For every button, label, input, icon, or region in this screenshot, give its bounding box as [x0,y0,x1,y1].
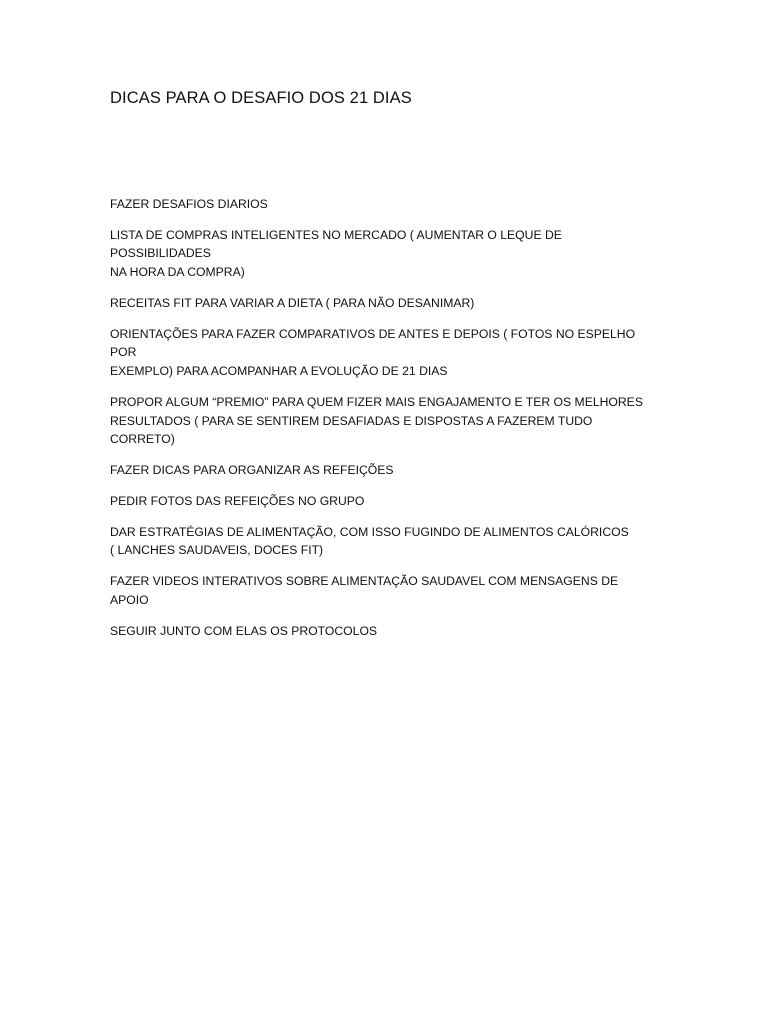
tip-item: FAZER DESAFIOS DIARIOS [110,197,268,211]
tip-item: LISTA DE COMPRAS INTELIGENTES NO MERCADO ( AUMENTAR O LEQUE DE POSSIBILIDADES NA HORA DA COMPRA) [110,227,562,280]
tip-item: FAZER VIDEOS INTERATIVOS SOBRE ALIMENTAÇÃO SAUDAVEL COM MENSAGENS DE APOIO [110,574,619,607]
document-title: DICAS PARA O DESAFIO DOS 21 DIAS [110,89,412,107]
tip-item: RECEITAS FIT PARA VARIAR A DIETA ( PARA NÃO DESANIMAR) [110,295,475,310]
tip-item: ORIENTAÇÕES PARA FAZER COMPARATIVOS DE ANTES E DEPOIS ( FOTOS NO ESPELHO POR EXEMPLO) PARA ACOMPANHAR A EVOLUÇÃO DE 21 DIAS [110,326,636,379]
tip-item: FAZER DICAS PARA ORGANIZAR AS REFEIÇÕES [110,463,394,478]
tips-list [110,195,655,653]
tip-item: SEGUIR JUNTO COM ELAS OS PROTOCOLOS [110,623,378,638]
tip-item: PROPOR ALGUM “PREMIO” PARA QUEM FIZER MAIS ENGAJAMENTO E TER OS MELHORES RESULTADOS ( PARA SE SENTIREM DESAFIADAS E DISPOSTAS A FAZEREM TUDO CORRETO) [110,394,643,447]
tip-item: PEDIR FOTOS DAS REFEIÇÕES NO GRUPO [110,493,365,508]
tip-item: DAR ESTRATÉGIAS DE ALIMENTAÇÃO, COM ISSO FUGINDO DE ALIMENTOS CALÓRICOS ( LANCHES SAUDAVEIS, DOCES FIT) [110,524,629,558]
